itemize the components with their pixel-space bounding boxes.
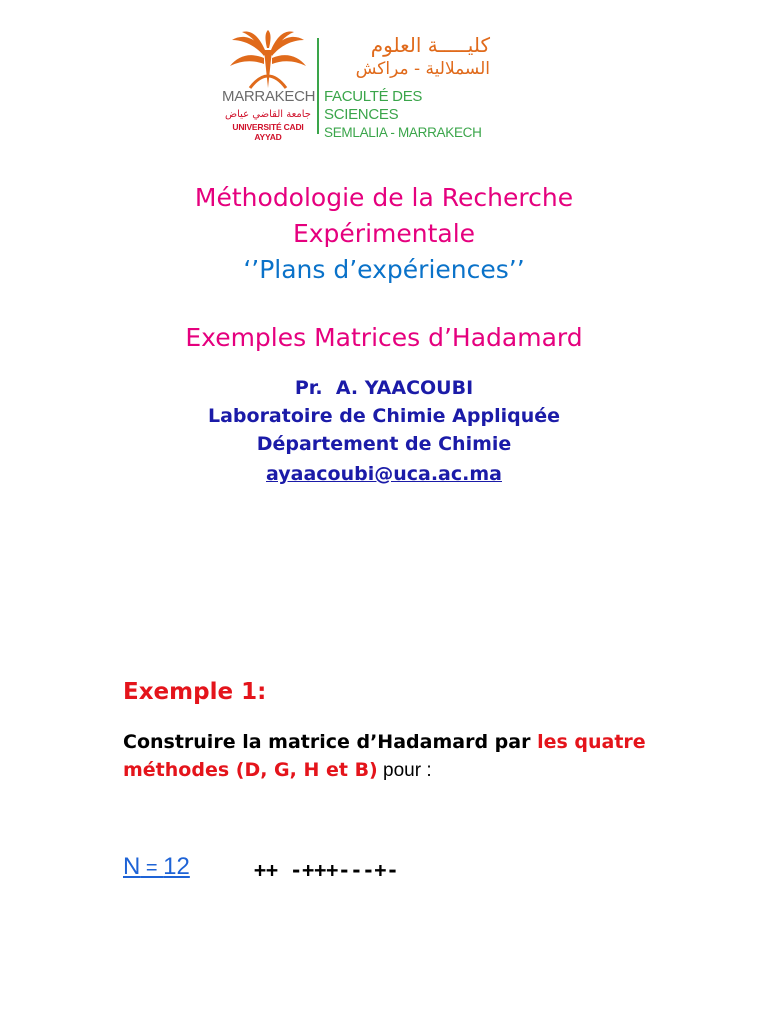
title-line1: Méthodologie de la Recherche	[194, 183, 574, 212]
instruction-methods-highlight: les quatre méthodes (D, G, H et B)	[123, 731, 646, 781]
faculty-logo-text	[324, 34, 490, 141]
header-logos	[222, 30, 490, 142]
n-number: 12	[163, 853, 190, 880]
author-lab: Laboratoire de Chimie Appliquée	[207, 405, 561, 427]
logo-university-arabic: جامعة القاضي عياض	[224, 109, 311, 120]
instruction-text-end: pour :	[377, 760, 432, 781]
n-equals: =	[140, 857, 164, 879]
logo-divider	[317, 38, 319, 134]
logo-city-name: MARRAKECH	[222, 88, 316, 105]
title-line2: Expérimentale	[292, 219, 476, 248]
faculty-french-line1: FACULTÉ DES SCIENCES	[324, 88, 423, 123]
author-department: Département de Chimie	[256, 433, 512, 455]
faculty-arabic-line1: كليـــــة العلوم	[370, 33, 490, 57]
university-logo	[222, 30, 314, 142]
n-symbol: N	[123, 853, 141, 880]
logo-university-french: UNIVERSITÉ CADI AYYAD	[232, 122, 304, 142]
author-email-link[interactable]: ayaacoubi@uca.ac.ma	[266, 463, 502, 485]
title-hadamard-examples: Exemples Matrices d’Hadamard	[185, 323, 583, 352]
faculty-french-line2: SEMLALIA - MARRAKECH	[324, 125, 482, 140]
generator-sequence: ++ -+++---+-	[254, 858, 399, 882]
n-value-label	[123, 850, 190, 885]
faculty-arabic-line2: السملالية - مراكش	[355, 59, 490, 79]
example-title: Exemple 1:	[123, 679, 267, 705]
instruction-text-start: Construire la matrice d’Hadamard par	[123, 731, 538, 753]
palm-emblem-icon	[228, 30, 308, 90]
author-name: Pr. A. YAACOUBI	[294, 377, 474, 399]
subtitle-plans: ‘’Plans d’expériences’’	[243, 255, 525, 284]
example-instruction	[123, 728, 663, 785]
